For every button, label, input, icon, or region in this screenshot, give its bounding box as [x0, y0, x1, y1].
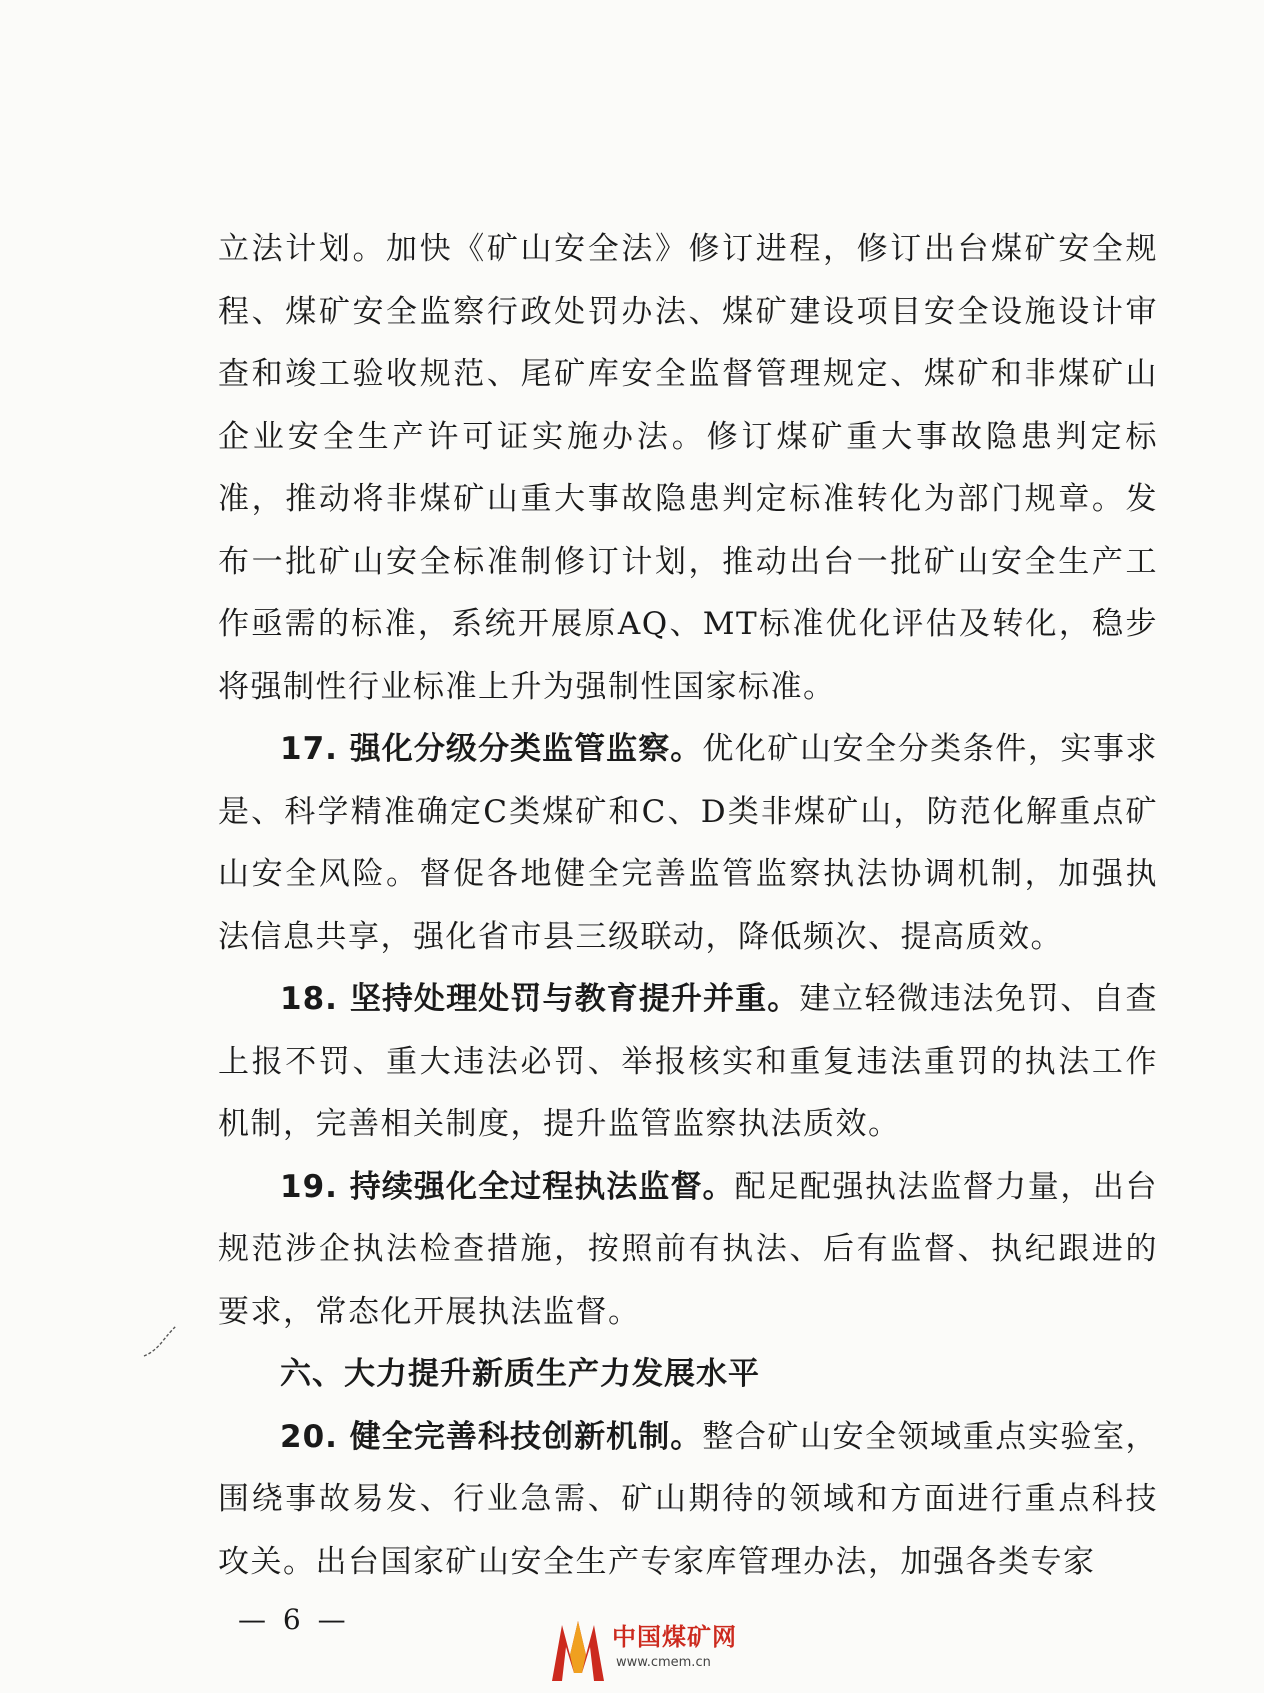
- paragraph-item-19: [218, 1156, 1158, 1344]
- watermark-url: www.cmem.cn: [616, 1655, 711, 1670]
- page-number: — 6 —: [238, 1603, 350, 1636]
- paragraph-legislation-plan: [218, 218, 1158, 718]
- item-heading: 20. 健全完善科技创新机制。: [280, 1418, 703, 1455]
- item-heading: 18. 坚持处理处罚与教育提升并重。: [280, 981, 800, 1017]
- paragraph-item-17: [218, 718, 1158, 968]
- watermark-brand: 中国煤矿网: [612, 1623, 737, 1651]
- paragraph-text: 立法计划。加快《矿山安全法》修订进程，修订出台煤矿安全规程、煤矿安全监察行政处罚办法、煤矿建设项目安全设施设计审查和竣工验收规范、尾矿库安全监督管理规定、煤矿和非煤矿山企业安全生产许可证实施办法。修订煤矿重大事故隐患判定标准，推动将非煤矿山重大事故隐患判定标准转化为部门规章。发布一批矿山安全标准制修订计划，推动出台一批矿山安全生产工作亟需的标准，系统开展原AQ、MT标准优化评估及转化，稳步将强制性行业标准上升为强制性国家标准。: [218, 231, 1158, 705]
- body-text: [218, 218, 1158, 1593]
- item-heading: 19. 持续强化全过程执法监督。: [280, 1168, 735, 1205]
- paragraph-item-20: [218, 1406, 1158, 1594]
- pen-mark-icon: [140, 1322, 180, 1362]
- section-heading: 六、大力提升新质生产力发展水平: [280, 1356, 760, 1392]
- paragraph-text: 建立轻微违法免罚、自查上报不罚、重大违法必罚、举报核实和重复违法重罚的执法工作机制，完善相关制度，提升监管监察执法质效。: [218, 981, 1159, 1142]
- paragraph-text: 优化矿山安全分类条件，实事求是、科学精准确定C类煤矿和C、D类非煤矿山，防范化解重点矿山安全风险。督促各地健全完善监管监察执法协调机制，加强执法信息共享，强化省市县三级联动，降低频次、提高质效。: [218, 731, 1158, 955]
- item-heading: 17. 强化分级分类监管监察。: [280, 731, 703, 767]
- watermark: [548, 1615, 788, 1687]
- paragraph-text: 配足配强执法监督力量，出台规范涉企执法检查措施，按照前有执法、后有监督、执纪跟进的要求，常态化开展执法监督。: [218, 1168, 1158, 1330]
- watermark-logo-icon: [548, 1615, 610, 1685]
- paragraph-text: 整合矿山安全领域重点实验室，围绕事故易发、行业急需、矿山期待的领域和方面进行重点科技攻关。出台国家矿山安全生产专家库管理办法，加强各类专家: [218, 1418, 1158, 1580]
- paragraph-item-18: [218, 968, 1158, 1156]
